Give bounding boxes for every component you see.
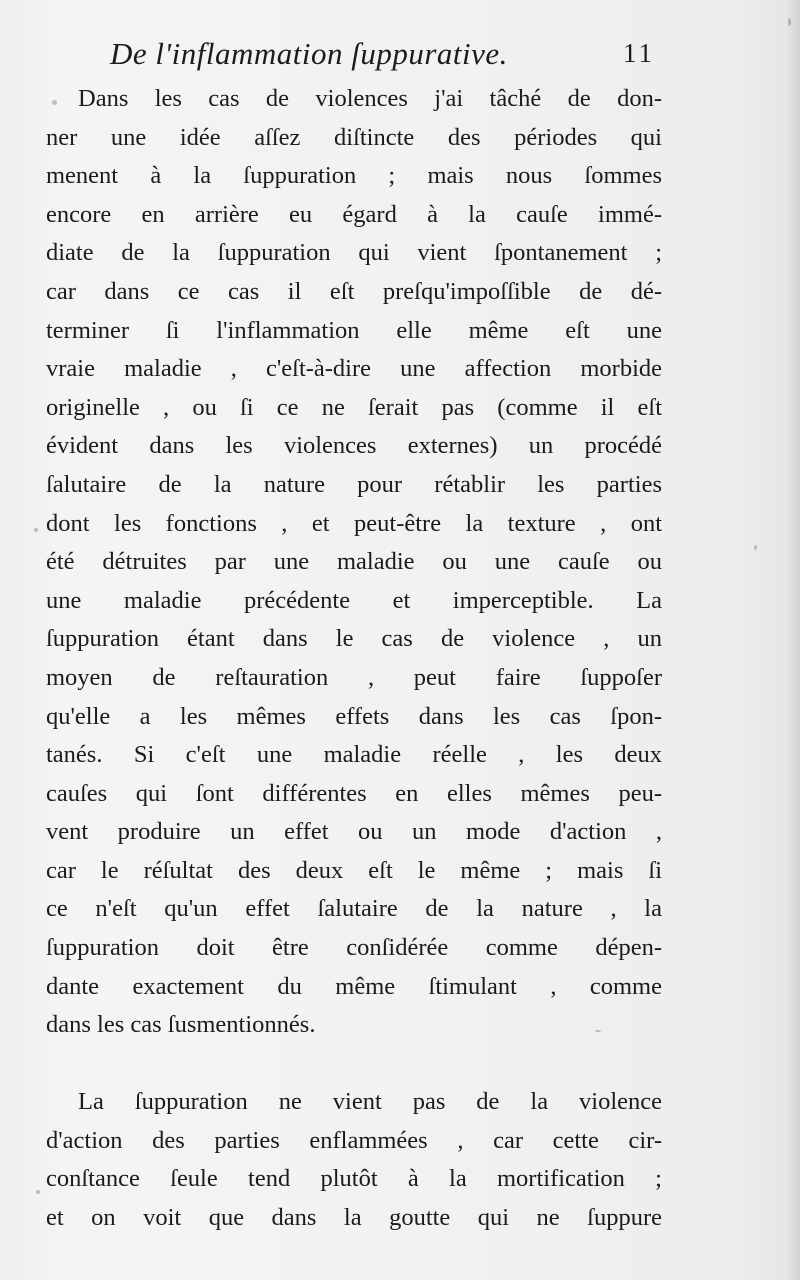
text-line: ſalutaire de la nature pour rétablir les parties (46, 470, 662, 498)
text-line: Dans les cas de violences j'ai tâché de don- (78, 85, 662, 112)
text-line: menent à la ſuppuration ; mais nous ſommes (46, 162, 662, 190)
paragraph-2 (46, 1083, 662, 1237)
paper-speck (788, 18, 791, 26)
text-line: été détruites par une maladie ou une cauſe ou (46, 548, 662, 576)
text-line: évident dans les violences externes) un procédé (46, 432, 662, 460)
text-line: vraie maladie , c'eſt-à-dire une affection morbide (46, 355, 662, 383)
text-line: dante exactement du même ſtimulant , comme (46, 972, 662, 1000)
text-line: encore en arrière eu égard à la cauſe immé- (46, 200, 662, 228)
text-line: originelle , ou ſi ce ne ſerait pas (comme il eſt (46, 393, 662, 421)
running-title: De l'inflammation ſuppurative. (110, 36, 508, 71)
text-line: dont les fonctions , et peut-être la texture , ont (46, 509, 662, 537)
text-line: qu'elle a les mêmes effets dans les cas ſpon- (46, 702, 662, 730)
text-line: d'action des parties enflammées , car cette cir- (46, 1126, 662, 1154)
text-line: une maladie précédente et imperceptible. La (46, 586, 662, 614)
text-line: moyen de reſtauration , peut faire ſuppoſer (46, 663, 662, 691)
text-line: ſuppuration étant dans le cas de violence , un (46, 625, 662, 653)
text-line: tanés. Si c'eſt une maladie réelle , les deux (46, 741, 662, 769)
text-line: ce n'eſt qu'un effet ſalutaire de la nature , la (46, 895, 662, 923)
text-line: et on voit que dans la goutte qui ne ſuppure (46, 1203, 662, 1231)
text-line: conſtance ſeule tend plutôt à la mortification ; (46, 1165, 662, 1193)
text-line: dans les cas ſusmentionnés. (46, 1011, 316, 1039)
paper-speck (754, 545, 757, 550)
text-line: cauſes qui ſont différentes en elles mêmes peu- (46, 779, 662, 807)
text-line: car dans ce cas il eſt preſqu'impoſſible de dé- (46, 277, 662, 305)
paper-speck (36, 1190, 40, 1194)
text-line: vent produire un effet ou un mode d'action , (46, 818, 662, 846)
text-line: ner une idée aſſez diſtincte des périodes qui (46, 123, 662, 151)
paragraph-1 (46, 80, 662, 1045)
text-line: terminer ſi l'inflammation elle même eſt une (46, 316, 662, 344)
paper-speck (34, 528, 38, 532)
paper-speck (52, 100, 57, 105)
text-line: ſuppuration doit être conſidérée comme dépen- (46, 934, 662, 962)
text-line: car le réſultat des deux eſt le même ; mais ſi (46, 856, 662, 884)
running-head (110, 36, 655, 76)
paper-speck (595, 1030, 601, 1032)
page-number: 11 (623, 38, 655, 68)
text-line: diate de la ſuppuration qui vient ſpontanement ; (46, 239, 662, 267)
text-line: La ſuppuration ne vient pas de la violence (78, 1088, 662, 1115)
